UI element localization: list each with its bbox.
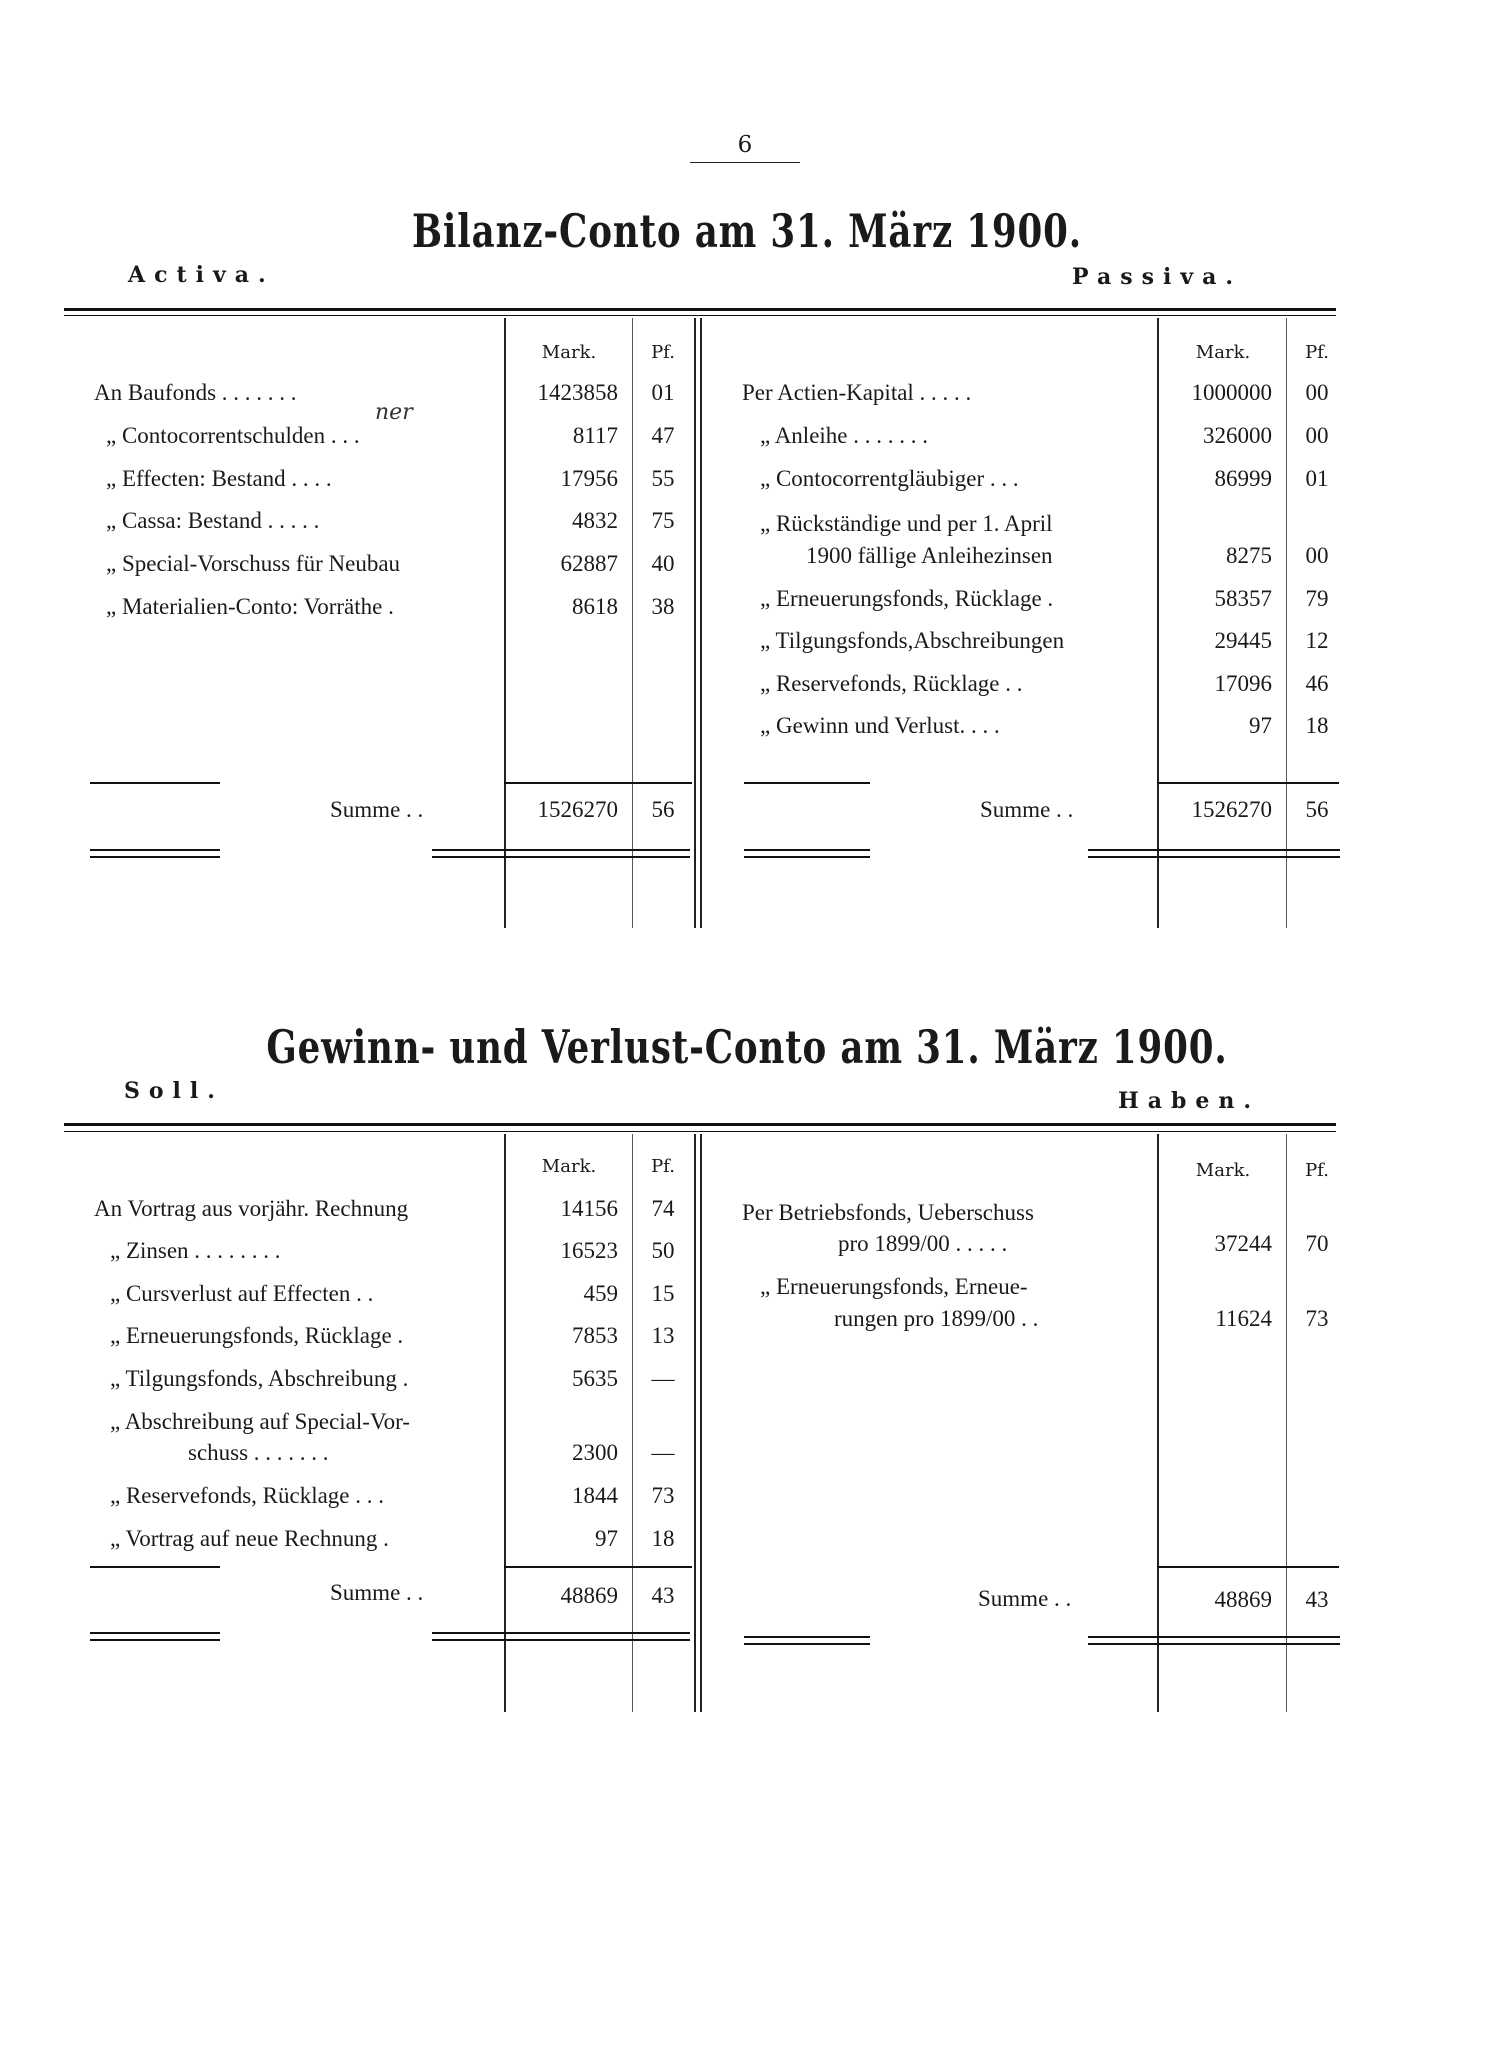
passiva-row-label: „ Gewinn und Verlust. . . . (760, 713, 1000, 738)
soll-row-label: „ Erneuerungsfonds, Rücklage . (110, 1323, 404, 1348)
activa-row-pf: 47 (651, 423, 675, 448)
soll-row-label: schuss . . . . . . . (188, 1440, 329, 1465)
bilanz-left-sum-mark: 1526270 (537, 797, 618, 822)
soll-row-mark: 459 (583, 1281, 618, 1306)
page-number: 6 (690, 132, 800, 163)
bilanz-right-sum-mark: 1526270 (1191, 797, 1272, 822)
haben-row-label: rungen pro 1899/00 . . (834, 1306, 1039, 1331)
soll-row-mark: 5635 (572, 1366, 618, 1391)
gewinn-right-pf-line (1286, 1134, 1287, 1712)
gewinn-center-line-1 (694, 1134, 696, 1712)
soll-row-pf: 50 (651, 1238, 675, 1263)
soll-double-rule (90, 1632, 220, 1641)
passiva-row-label: „ Rückständige und per 1. April (760, 511, 1053, 536)
soll-row-pf: — (651, 1366, 675, 1391)
soll-row-label: „ Vortrag auf neue Rechnung . (110, 1526, 389, 1551)
right-sum-rule (744, 782, 870, 784)
passiva-row-mark: 58357 (1214, 586, 1272, 611)
activa-row-pf: 40 (651, 551, 675, 576)
activa-row-mark: 17956 (560, 466, 618, 491)
activa-row-label: „ Effecten: Bestand . . . . (106, 466, 332, 491)
activa-row-pf: 38 (651, 594, 675, 619)
soll-row-pf: 13 (651, 1323, 675, 1348)
soll-sum-rule (90, 1566, 220, 1568)
passiva-row-pf: 00 (1305, 543, 1329, 568)
passiva-row-label: „ Erneuerungsfonds, Rücklage . (760, 586, 1054, 611)
soll-row-label: „ Reservefonds, Rücklage . . . (110, 1483, 385, 1508)
passiva-row-label: 1900 fällige Anleihezinsen (806, 543, 1053, 568)
activa-header: Activa. (128, 262, 275, 288)
haben-row-label: Per Betriebsfonds, Ueberschuss (742, 1200, 1034, 1225)
gewinn-right-sum-label: Summe . . (978, 1586, 1072, 1611)
activa-row-label: „ Contocorrentschulden . . . (106, 423, 360, 448)
soll-row-label: „ Abschreibung auf Special-Vor- (110, 1409, 410, 1434)
soll-row-mark: 16523 (560, 1238, 618, 1263)
passiva-row-mark: 97 (1249, 713, 1272, 738)
soll-row-pf: — (651, 1440, 675, 1465)
passiva-row-pf: 01 (1305, 466, 1329, 491)
soll-row-label: An Vortrag aus vorjähr. Rechnung (94, 1196, 409, 1221)
activa-row-pf: 55 (651, 466, 675, 491)
activa-row-mark: 62887 (560, 551, 618, 576)
left-double-rule-cols (432, 849, 690, 858)
passiva-row-mark: 86999 (1214, 466, 1272, 491)
soll-row-mark: 1844 (572, 1483, 618, 1508)
gewinn-left-sum-label: Summe . . (330, 1580, 424, 1605)
passiva-row-label: „ Contocorrentgläubiger . . . (760, 466, 1019, 491)
bilanz-left-sum-label: Summe . . (330, 797, 424, 822)
gewinn-left-sum-pf: 43 (651, 1583, 675, 1608)
haben-row-mark: 11624 (1215, 1306, 1272, 1331)
soll-row-pf: 74 (651, 1196, 675, 1221)
gewinn-left-sum-mark: 48869 (560, 1583, 618, 1608)
bilanz-title: Bilanz-Conto am 31. März 1900. (411, 204, 1083, 258)
passiva-header: Passiva. (1072, 264, 1243, 290)
soll-row-label: „ Cursverlust auf Effecten . . (110, 1281, 374, 1306)
gewinn-left-pf-head: Pf. (651, 1156, 675, 1177)
haben-row-label: „ Erneuerungsfonds, Erneue- (760, 1274, 1028, 1299)
passiva-row-mark: 8275 (1226, 543, 1272, 568)
passiva-row-pf: 00 (1305, 380, 1329, 405)
gewinn-title: Gewinn- und Verlust-Conto am 31. März 1900. (266, 1020, 1228, 1074)
soll-row-label: „ Zinsen . . . . . . . . (110, 1238, 281, 1263)
haben-row-pf: 73 (1305, 1306, 1329, 1331)
gewinn-right-pf-head: Pf. (1305, 1160, 1329, 1181)
activa-row-mark: 8618 (572, 594, 618, 619)
gewinn-rule-thin (64, 1131, 1336, 1132)
bilanz-right-mark-line (1157, 318, 1159, 928)
activa-row-mark: 8117 (572, 423, 618, 448)
bilanz-rule (64, 308, 1336, 311)
passiva-row-pf: 12 (1305, 628, 1329, 653)
handwritten-note: ner (375, 400, 413, 425)
bilanz-left-mark-head: Mark. (541, 342, 597, 363)
bilanz-rule-thin (64, 315, 1336, 316)
passiva-row-pf: 18 (1305, 713, 1329, 738)
passiva-row-label: „ Anleihe . . . . . . . (760, 423, 928, 448)
passiva-row-mark: 326000 (1203, 423, 1272, 448)
soll-row-pf: 73 (651, 1483, 675, 1508)
activa-row-label: „ Materialien-Conto: Vorräthe . (106, 594, 394, 619)
soll-row-label: „ Tilgungsfonds, Abschreibung . (110, 1366, 409, 1391)
bilanz-right-pf-head: Pf. (1305, 342, 1329, 363)
gewinn-right-mark-head: Mark. (1195, 1160, 1251, 1181)
gewinn-right-mark-line (1157, 1134, 1159, 1712)
bilanz-center-line-1 (694, 318, 696, 928)
bilanz-left-pf-head: Pf. (651, 342, 675, 363)
activa-row-mark: 1423858 (537, 380, 618, 405)
left-double-rule (90, 849, 220, 858)
haben-double-rule (744, 1636, 870, 1645)
bilanz-left-sum-pf: 56 (651, 797, 675, 822)
haben-header: Haben. (1118, 1088, 1261, 1114)
soll-sum-rule-cols (504, 1566, 692, 1568)
passiva-row-pf: 00 (1305, 423, 1329, 448)
right-double-rule (744, 849, 870, 858)
gewinn-right-sum-pf: 43 (1305, 1587, 1329, 1612)
right-double-rule-cols (1088, 849, 1340, 858)
activa-row-pf: 75 (651, 508, 675, 533)
activa-row-label: An Baufonds . . . . . . . (94, 380, 297, 405)
activa-row-pf: 01 (651, 380, 675, 405)
haben-row-label: pro 1899/00 . . . . . (838, 1231, 1008, 1256)
passiva-row-mark: 17096 (1214, 671, 1272, 696)
passiva-row-pf: 79 (1305, 586, 1329, 611)
activa-row-label: „ Cassa: Bestand . . . . . (106, 508, 320, 533)
soll-row-pf: 18 (651, 1526, 675, 1551)
haben-double-rule-cols (1088, 1636, 1340, 1645)
bilanz-right-sum-pf: 56 (1305, 797, 1329, 822)
haben-row-mark: 37244 (1214, 1231, 1272, 1256)
soll-row-mark: 14156 (560, 1196, 618, 1221)
passiva-row-label: „ Reservefonds, Rücklage . . (760, 671, 1023, 696)
bilanz-right-sum-label: Summe . . (980, 797, 1074, 822)
activa-row-label: „ Special-Vorschuss für Neubau (106, 551, 401, 576)
left-sum-rule-cols (504, 782, 692, 784)
gewinn-right-sum-mark: 48869 (1214, 1587, 1272, 1612)
soll-double-rule-cols (432, 1632, 690, 1641)
bilanz-left-mark-line (504, 318, 506, 928)
activa-row-mark: 4832 (572, 508, 618, 533)
passiva-row-mark: 29445 (1214, 628, 1272, 653)
soll-row-pf: 15 (651, 1281, 675, 1306)
gewinn-rule (64, 1123, 1336, 1126)
passiva-row-label: „ Tilgungsfonds,Abschreibungen (760, 628, 1065, 653)
gewinn-center-line-2 (700, 1134, 702, 1712)
haben-sum-rule-cols (1157, 1566, 1339, 1568)
soll-header: Soll. (124, 1078, 224, 1104)
passiva-row-mark: 1000000 (1191, 380, 1272, 405)
soll-row-mark: 97 (595, 1526, 618, 1551)
bilanz-center-line-2 (700, 318, 702, 928)
gewinn-left-mark-head: Mark. (541, 1156, 597, 1177)
soll-row-mark: 7853 (572, 1323, 618, 1348)
right-sum-rule-cols (1157, 782, 1339, 784)
bilanz-right-pf-line (1286, 318, 1287, 928)
passiva-row-pf: 46 (1305, 671, 1329, 696)
haben-row-pf: 70 (1305, 1231, 1329, 1256)
left-sum-rule (90, 782, 220, 784)
bilanz-left-pf-line (632, 318, 633, 928)
passiva-row-label: Per Actien-Kapital . . . . . (742, 380, 972, 405)
soll-row-mark: 2300 (572, 1440, 618, 1465)
bilanz-right-mark-head: Mark. (1195, 342, 1251, 363)
